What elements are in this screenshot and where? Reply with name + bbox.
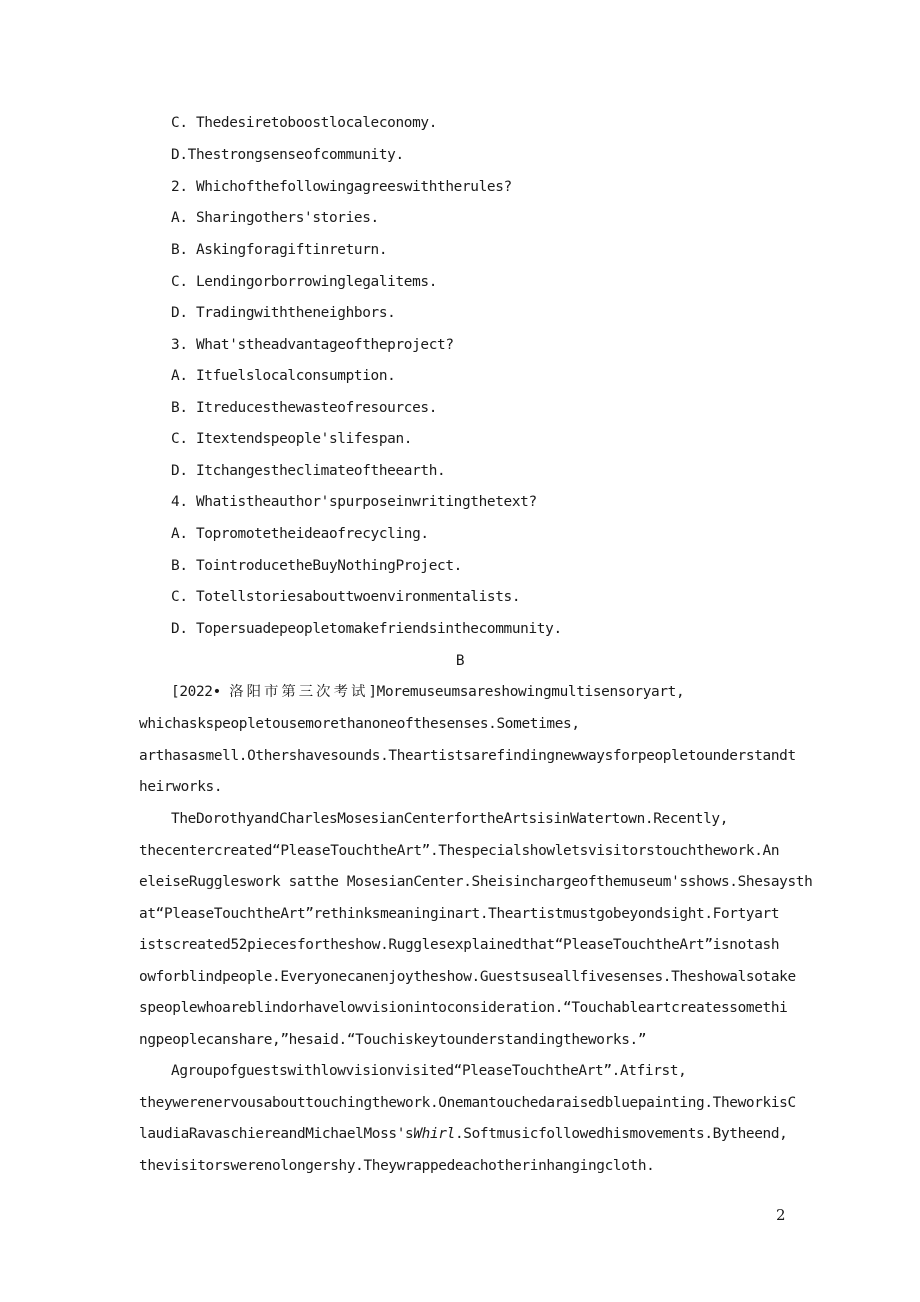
source-prefix: [2022• [171,684,221,700]
q2-stem: 2. Whichofthefollowingagreeswiththerules? [171,179,512,195]
p3-line-3-text: laudiaRavaschiereandMichaelMoss's [139,1126,414,1142]
q1-option-d: D.Thestrongsenseofcommunity. [171,147,404,163]
q4-option-b: B. TointroducetheBuyNothingProject. [171,558,462,574]
p2-line-5: istscreated52piecesfortheshow.Rugglesexplainedthat“PleaseTouchtheArt”isnotash [139,937,780,953]
q3-option-d: D. Itchangestheclimateoftheearth. [171,463,446,479]
section-b-paragraph-1-line-1 [171,682,684,702]
p2-line-4: at“PleaseTouchtheArt”rethinksmeaninginart.Theartistmustgobeyondsight.Fortyart [139,906,780,922]
p2-line-6: owforblindpeople.Everyonecanenjoytheshow.Guestsuseallfivesenses.Theshowalsotake [139,969,796,985]
q2-option-a: A. Sharingothers'stories. [171,210,379,226]
p1-line-3: arthasasmell.Othershavesounds.Theartistsarefindingnewwaysforpeopletounderstandt [139,748,796,764]
q2-option-c: C. Lendingorborrowinglegalitems. [171,274,438,290]
q3-option-b: B. Itreducesthewasteofresources. [171,400,438,416]
q1-option-c: C. Thedesiretoboostlocaleconomy. [171,115,438,131]
q3-option-c: C. Itextendspeople'slifespan. [171,431,413,447]
q3-stem: 3. What'stheadvantageoftheproject? [171,337,454,353]
q2-option-b: B. Askingforagiftinreturn. [171,242,388,258]
p3-line-4: thevisitorswerenolongershy.Theywrappedeachotherinhangingcloth. [139,1158,655,1174]
q4-option-a: A. Topromotetheideaofrecycling. [171,526,429,542]
p3-line-2: theywerenervousabouttouchingthework.Onemantouchedaraisedbluepainting.TheworkisC [139,1095,796,1111]
page-number: 2 [776,1206,786,1224]
source-name: 洛阳市第三次考试 [229,684,369,700]
p1-line-1-text: ]Moremuseumsareshowingmultisensoryart, [368,684,685,700]
q3-option-a: A. Itfuelslocalconsumption. [171,368,396,384]
p2-line-7: speoplewhoareblindorhavelowvisionintoconsideration.“Touchableartcreatessomethi [139,1000,788,1016]
p3-line-3 [139,1124,788,1144]
q4-option-d: D. Topersuadepeopletomakefriendsinthecommunity. [171,621,562,637]
p1-line-2: whichaskspeopletousemorethanoneofthesenses.Sometimes, [139,716,580,732]
artwork-title: Whirl [413,1126,455,1142]
p2-line-8: ngpeoplecanshare,”hesaid.“Touchiskeytounderstandingtheworks.” [139,1032,647,1048]
p3-line-1: Agroupofguestswithlowvisionvisited“PleaseTouchtheArt”.Atfirst, [171,1063,687,1079]
p1-line-4: heirworks. [139,779,223,795]
p3-line-3-rest: .Softmusicfollowedhismovements.Bytheend, [454,1126,788,1142]
p2-line-1: TheDorothyandCharlesMosesianCenterfortheArtsisinWatertown.Recently, [171,811,729,827]
p2-line-3: eleiseRuggleswork satthe MosesianCenter.Sheisinchargeofthemuseum'sshows.Shesaysth [139,874,813,890]
q4-option-c: C. Totellstoriesabouttwoenvironmentalists. [171,589,521,605]
q4-stem: 4. Whatistheauthor'spurposeinwritingthetext? [171,494,537,510]
section-heading: B [455,653,465,669]
p2-line-2: thecentercreated“PleaseTouchtheArt”.Thespecialshowletsvisitorstouchthework.An [139,843,780,859]
q2-option-d: D. Tradingwiththeneighbors. [171,305,396,321]
